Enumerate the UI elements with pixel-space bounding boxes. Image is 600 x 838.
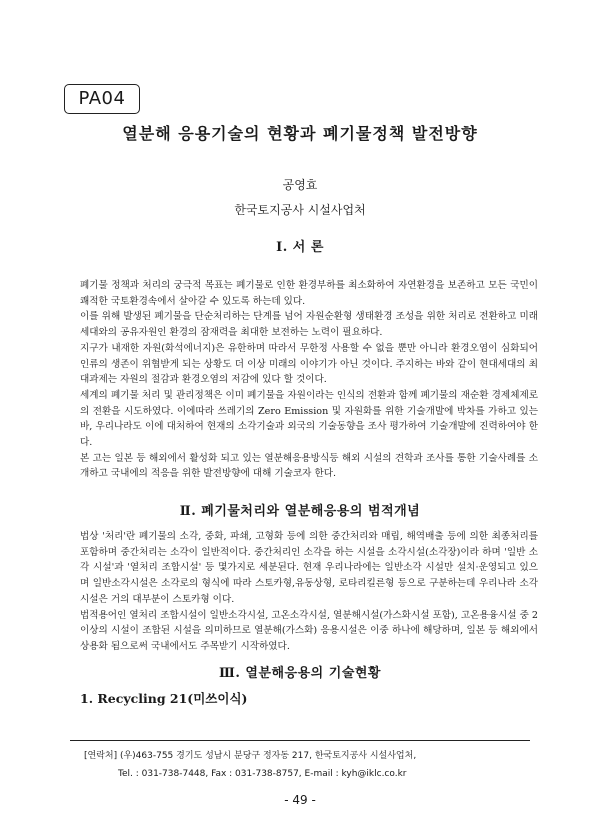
footer-divider (70, 740, 530, 741)
section-1-paragraph: 지구가 내재한 자원(화석에너지)은 유한하며 따라서 무한정 사용할 수 없을 뿐만 아니라 환경오염이 심화되어 인류의 생존이 위협받게 되는 상황도 더 이상 미래의 이야기가 아닌 것이다. 주지하는 바와 같이 현대세대의 최대과제는 자원의 절감과 환경오염의 저감에 있다 할 것이다. (80, 342, 538, 386)
section-1-paragraph: 세계의 폐기물 처리 및 관리정책은 이미 폐기물을 자원이라는 인식의 전환과 함께 폐기물의 재순환 경제체제로의 전환을 시도하였다. 이에따라 쓰레기의 Zero Emission 및 자원화를 위한 기술개발에 박차를 가하고 있는바, 우리나라도 이에 대처하여 현재의 소각기술과 외국의 기술동향을 조사 평가하여 기술개발에 진력하여야 한다. (80, 389, 538, 449)
section-3-heading: Ⅲ. 열분해응용의 기술현황 (219, 666, 381, 681)
section-2-body (80, 529, 538, 655)
page-number: - 49 - (284, 793, 316, 807)
section-2-paragraph: 법상 '처리'란 폐기물의 소각, 중화, 파쇄, 고형화 등에 의한 중간처리와 매립, 해역배출 등에 의한 최종처리를 포함하며 중간처리는 소각이 일반적이다. 중간처리인 소각을 하는 시설을 소각시설(소각장)이라 하며 '일반 소각 시설'과 '열처리 조합시설' 등 몇가지로 세분된다. 현재 우리나라에는 일반소각 시설만 설치·운영되고 있으며 일반소각시설은 소각로의 형식에 따라 스토카형,유동상형, 로타리킬른형 등으로 구분하는데 우리나라 소각시설은 거의 대부분이 스토카형 이다. (80, 531, 538, 605)
section-1-heading: Ⅰ. 서 론 (276, 240, 324, 255)
contact-address: [연락처] (우)463-755 경기도 성남시 분당구 정자동 217, 한국토지공사 시설사업처, (84, 751, 417, 761)
paper-title: 열분해 응용기술의 현황과 폐기물정책 발전방향 (122, 124, 478, 143)
contact-phone-email: Tel. : 031-738-7448, Fax : 031-738-8757, E-mail : kyh@iklc.co.kr (118, 769, 407, 779)
section-1-paragraph: 본 고는 일본 등 해외에서 활성화 되고 있는 열분해응용방식등 해외 시설의 견학과 조사를 통한 기술사례를 소개하고 국내에의 적응을 위한 발전방향에 대해 기술코자 한다. (80, 452, 538, 480)
section-1-body (80, 278, 538, 482)
paper-code-box: PA04 (64, 84, 140, 114)
section-1-paragraph: 폐기물 정책과 처리의 궁극적 목표는 폐기물로 인한 환경부하를 최소화하여 자연환경을 보존하고 모든 국민이 쾌적한 국토환경속에서 살아갈 수 있도록 하는데 있다. (80, 280, 538, 307)
section-3-subheading: 1. Recycling 21(미쓰이식) (80, 691, 248, 706)
author-affiliation: 한국토지공사 시설사업처 (234, 203, 366, 217)
section-2-paragraph: 법적용어인 열처리 조합시설이 일반소각시설, 고온소각시설, 열분해시설(가스화시설 포함), 고온용융시설 중 2이상의 시설이 조합된 시설을 의미하므로 열분해(가스화) 응용시설은 이중 하나에 해당하며, 일본 등 해외에서 상용화 됨으로써 국내에서도 주목받기 시작하였다. (80, 609, 538, 652)
author-name: 공영효 (282, 178, 318, 192)
section-1-paragraph: 이를 위해 발생된 폐기물을 단순처리하는 단계를 넘어 자원순환형 생태환경 조성을 위한 처리로 전환하고 미래세대와의 공유자원인 환경의 잠재력을 최대한 보전하는 노력이 필요하다. (80, 311, 538, 339)
section-2-heading: Ⅱ. 폐기물처리와 열분해응용의 범적개념 (179, 504, 421, 519)
